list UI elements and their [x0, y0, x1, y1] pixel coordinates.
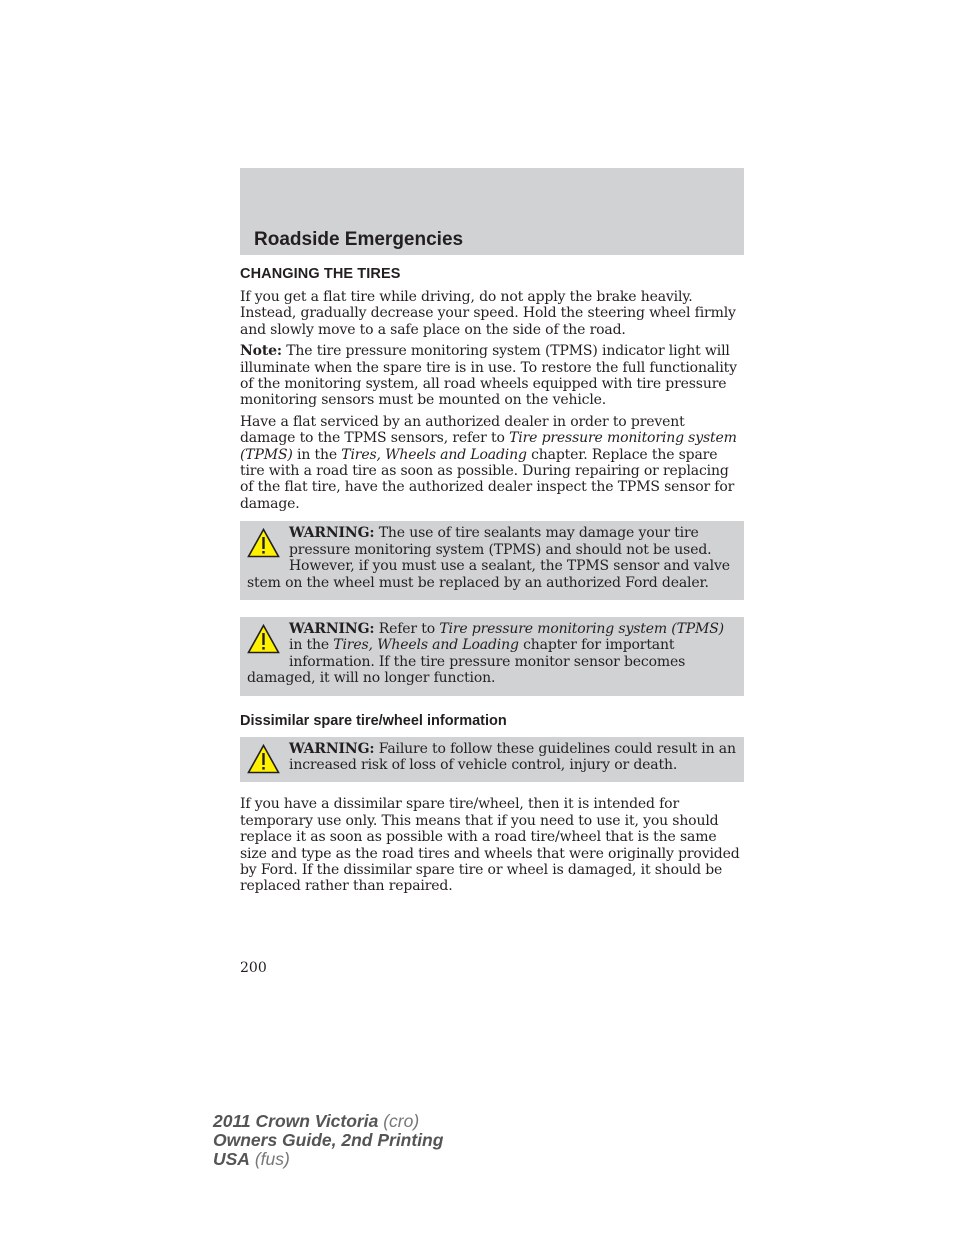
warning-triangle-icon [247, 744, 280, 774]
paragraph-note [240, 343, 744, 409]
warning-box-sealants [240, 521, 744, 600]
paragraph-flat-tire: If you get a flat tire while driving, do not apply the brake heavily. Instead, gradually decrease your speed. Hold the steering wheel firmly and slowly move to a safe place on the side of the road. [240, 289, 736, 338]
warning-box-dissimilar [240, 737, 744, 783]
warning-text: The use of tire sealants may damage your tire pressure monitoring system (TPMS) and should not be used. However, if you must use a sealant, the TPMS sensor and valve stem on the wheel must be replaced by an authorized Ford dealer. [247, 525, 730, 591]
warning-label: WARNING: [289, 620, 375, 637]
paragraph-dealer-service [240, 414, 744, 512]
footer-line-1 [213, 1112, 443, 1131]
chapter-title: Roadside Emergencies [254, 229, 464, 250]
footer-line-2: Owners Guide, 2nd Printing [213, 1130, 444, 1150]
cross-reference: Tire pressure monitoring system (TPMS) [439, 620, 724, 637]
warning-text: Failure to follow these guidelines could result in an increased risk of loss of vehicle control, injury or death. [289, 740, 736, 773]
page-content [240, 266, 744, 900]
subsection-title: Dissimilar spare tire/wheel information [240, 712, 507, 729]
cross-reference: Tire pressure monitoring system (TPMS) [240, 430, 737, 463]
text-span: chapter. Replace the spare tire with a road tire as soon as possible. During repairing or replacing of the flat tire, have the authorized dealer inspect the TPMS sensor for damage. [240, 446, 735, 512]
footer-market: USA [213, 1149, 250, 1169]
warning-label: WARNING: [289, 525, 375, 542]
warning-triangle-icon [247, 624, 280, 654]
footer-model: 2011 Crown Victoria [213, 1111, 379, 1131]
page-number: 200 [240, 960, 267, 976]
warning-label: WARNING: [289, 740, 375, 757]
note-text: The tire pressure monitoring system (TPMS) indicator light will illuminate when the spare tire is in use. To restore the full functionality of the monitoring system, all road wheels equipped with tire pressure monitoring sensors must be mounted on the vehicle. [240, 343, 737, 409]
text-span: Have a flat serviced by an authorized dealer in order to prevent damage to the TPMS sensors, refer to [240, 413, 685, 447]
chapter-header [240, 168, 744, 255]
document-footer [213, 1112, 443, 1169]
warning-box-tpms [240, 617, 744, 696]
warning-text: chapter for important information. If the tire pressure monitor sensor becomes damaged, it will no longer function. [247, 637, 686, 687]
note-label: Note: [240, 343, 282, 360]
warning-triangle-icon [247, 528, 280, 558]
footer-code: (fus) [249, 1149, 290, 1169]
cross-reference: Tires, Wheels and Loading [333, 637, 519, 654]
footer-line-3 [213, 1150, 443, 1169]
cross-reference: Tires, Wheels and Loading [341, 446, 527, 463]
text-span: in the [292, 446, 342, 463]
warning-text: in the [289, 637, 334, 654]
section-title: CHANGING THE TIRES [240, 266, 401, 282]
footer-code: (cro) [378, 1111, 420, 1131]
paragraph-dissimilar: If you have a dissimilar spare tire/wheel, then it is intended for temporary use only. This means that if you need to use it, you should replace it as soon as possible with a road tire/wheel that is the same size and type as the road tires and wheels that were originally provided by Ford. If the dissimilar spare tire or wheel is damaged, it should be replaced rather than repaired. [240, 796, 740, 895]
warning-text: Refer to [374, 620, 440, 637]
